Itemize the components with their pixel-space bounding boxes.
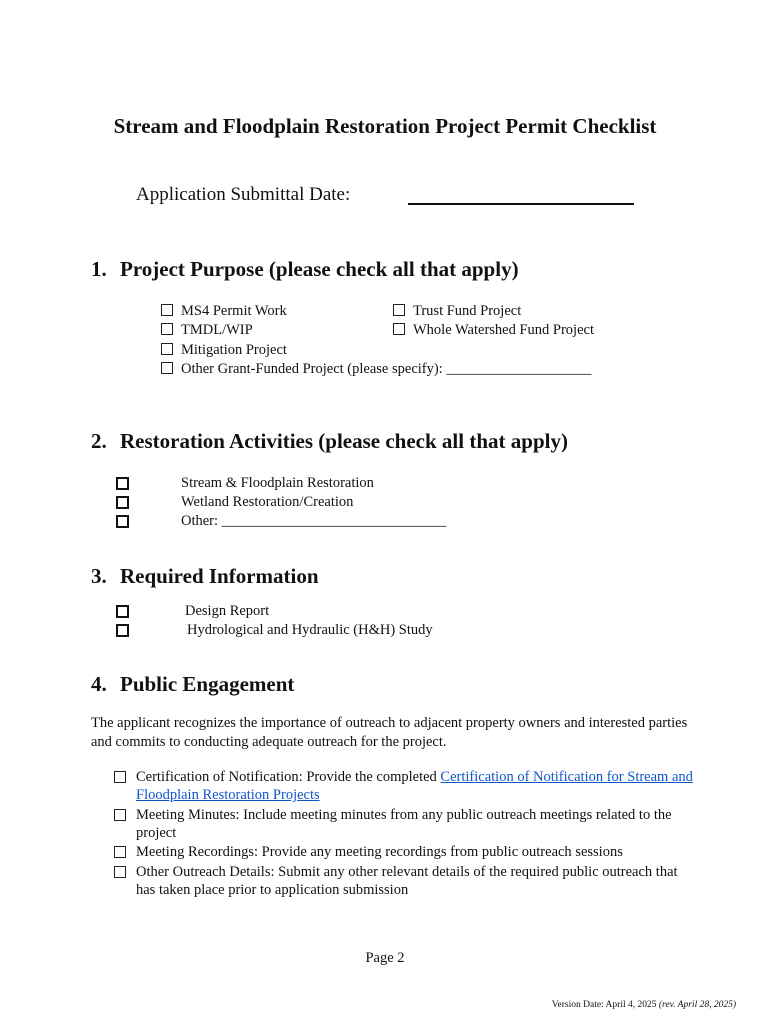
- checkbox-item-ms4[interactable]: [161, 303, 287, 320]
- label-other-activity: Other: _______________________________: [181, 513, 447, 529]
- section-1-heading: [91, 257, 519, 282]
- checkbox-item-other-grant[interactable]: [161, 361, 591, 378]
- checkbox-design-report[interactable]: [116, 605, 129, 618]
- checkbox[interactable]: [114, 846, 126, 858]
- checkbox-hh-study[interactable]: [116, 624, 129, 637]
- section-1-title: Project Purpose (please check all that apply): [120, 257, 519, 281]
- certification-link[interactable]: Certification of Notification for Stream and Floodplain Restoration Projects: [136, 769, 693, 803]
- label-hh-study: Hydrological and Hydraulic (H&H) Study: [187, 622, 433, 638]
- checkbox-item-recordings[interactable]: [114, 843, 694, 861]
- checkbox-item-other-outreach[interactable]: [114, 863, 694, 899]
- version-text: Version Date: April 4, 2025: [551, 1000, 657, 1010]
- checkbox[interactable]: [161, 343, 173, 355]
- section-3-number: 3.: [91, 564, 107, 588]
- other-outreach-text: Other Outreach Details: Submit any other relevant details of the required public outreach that has taken place prior to application submission: [136, 864, 678, 898]
- checkbox-item-whole-watershed[interactable]: [393, 322, 594, 339]
- section-4-number: 4.: [91, 672, 107, 696]
- submittal-date-label: Application Submittal Date:: [136, 184, 351, 205]
- checkbox-label: MS4 Permit Work: [181, 303, 287, 319]
- checkbox[interactable]: [393, 304, 405, 316]
- certification-text: Certification of Notification: Provide the completed: [136, 769, 441, 785]
- checkbox-item-trust-fund[interactable]: [393, 303, 521, 320]
- document-title: Stream and Floodplain Restoration Project Permit Checklist: [113, 114, 657, 138]
- label-wetland: Wetland Restoration/Creation: [181, 494, 354, 510]
- checkbox[interactable]: [114, 809, 126, 821]
- checkbox-item-certification[interactable]: [114, 768, 694, 804]
- checkbox-label: Whole Watershed Fund Project: [413, 322, 594, 338]
- checkbox-label: Other Grant-Funded Project (please specify): ____________________: [181, 361, 592, 377]
- section-2-title: Restoration Activities (please check all that apply): [120, 429, 568, 453]
- checkbox-item-minutes[interactable]: [114, 806, 694, 842]
- checkbox-label: Mitigation Project: [181, 342, 287, 358]
- checkbox[interactable]: [161, 362, 173, 374]
- checkbox-item-mitigation[interactable]: [161, 342, 287, 359]
- label-design-report: Design Report: [185, 603, 270, 619]
- checkbox[interactable]: [161, 304, 173, 316]
- section-3-title: Required Information: [120, 564, 319, 588]
- checkbox-other-activity[interactable]: [116, 515, 129, 528]
- page-number: Page 2: [365, 950, 405, 966]
- checkbox-label: TMDL/WIP: [181, 322, 253, 338]
- checkbox-wetland[interactable]: [116, 496, 129, 509]
- checkbox-item-tmdl[interactable]: [161, 322, 253, 339]
- checkbox-label: Trust Fund Project: [413, 303, 522, 319]
- section-4-title: Public Engagement: [120, 672, 295, 696]
- minutes-text: Meeting Minutes: Include meeting minutes from any public outreach meetings related to the project: [136, 807, 672, 841]
- section-2-heading: [91, 429, 568, 454]
- checkbox[interactable]: [114, 866, 126, 878]
- label-stream-floodplain: Stream & Floodplain Restoration: [181, 475, 374, 491]
- section-2-number: 2.: [91, 429, 107, 453]
- checkbox-stream-floodplain[interactable]: [116, 477, 129, 490]
- engagement-paragraph: The applicant recognizes the importance of outreach to adjacent property owners and interested parties and commits to conducting adequate outreach for the project.: [91, 715, 688, 750]
- checkbox[interactable]: [393, 323, 405, 335]
- version-date: [552, 1000, 736, 1010]
- section-1-number: 1.: [91, 257, 107, 281]
- recordings-text: Meeting Recordings: Provide any meeting recordings from public outreach sessions: [136, 844, 623, 860]
- checkbox[interactable]: [114, 771, 126, 783]
- checkbox[interactable]: [161, 323, 173, 335]
- section-3-heading: [91, 564, 319, 589]
- submittal-date-field[interactable]: [408, 203, 634, 205]
- revision-text: (rev. April 28, 2025): [658, 1000, 736, 1010]
- section-4-heading: [91, 672, 294, 697]
